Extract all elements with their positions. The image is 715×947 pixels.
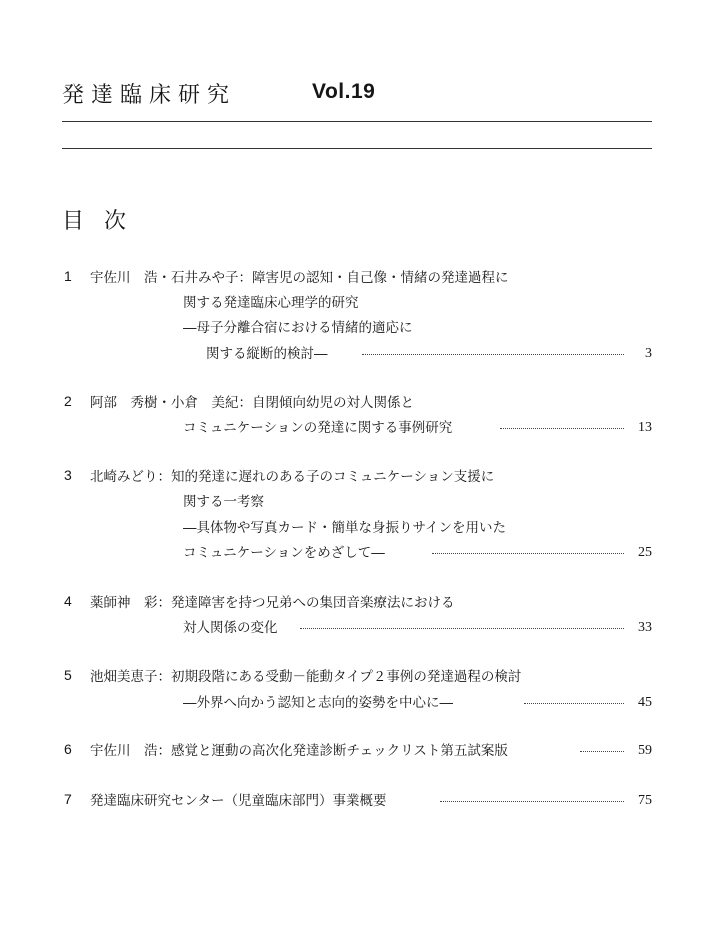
- page-number: 75: [638, 793, 652, 808]
- page-number: 25: [638, 545, 652, 560]
- entry-subtitle-line: コミュニケーションをめざして―: [183, 545, 385, 561]
- header-divider-bottom: [62, 148, 652, 149]
- journal-title: 発達臨床研究: [62, 83, 237, 108]
- page-number: 13: [638, 420, 652, 435]
- entry-subtitle-line: ―外界へ向かう認知と志向的姿勢を中心に―: [183, 695, 453, 711]
- page-number: 3: [645, 346, 652, 361]
- entry-subtitle-line: ―具体物や写真カード・簡単な身振りサインを用いた: [183, 520, 507, 536]
- entry-author-title: 阿部 秀樹・小倉 美紀：自閉傾向幼児の対人関係と: [90, 395, 414, 411]
- entry-title-line: コミュニケーションの発達に関する事例研究: [183, 420, 453, 436]
- entry-number: 3: [64, 467, 72, 483]
- page-number: 33: [638, 620, 652, 635]
- entry-number: 2: [64, 393, 72, 409]
- header-divider-top: [62, 121, 652, 122]
- entry-title-line: 対人関係の変化: [183, 620, 278, 636]
- dot-leader: [362, 354, 624, 355]
- entry-author-title: 発達臨床研究センター（児童臨床部門）事業概要: [90, 793, 387, 809]
- dot-leader: [432, 553, 624, 554]
- page-number: 59: [638, 743, 652, 758]
- dot-leader: [300, 628, 624, 629]
- entry-subtitle-line: ―母子分離合宿における情緒的適応に: [183, 320, 413, 336]
- entry-author-title: 池畑美恵子：初期段階にある受動－能動タイプ２事例の発達過程の検討: [90, 669, 522, 685]
- dot-leader: [440, 801, 624, 802]
- entry-number: 5: [64, 667, 72, 683]
- page-number: 45: [638, 695, 652, 710]
- entry-number: 7: [64, 791, 72, 807]
- entry-author-title: 宇佐川 浩：感覚と運動の高次化発達診断チェックリスト第五試案版: [90, 743, 508, 759]
- volume-label: Vol.19: [312, 80, 376, 103]
- entry-title-line: 関する一考察: [183, 494, 264, 510]
- entry-number: 6: [64, 741, 72, 757]
- entry-subtitle-line: 関する縦断的検討―: [206, 346, 328, 362]
- entry-author-title: 北崎みどり：知的発達に遅れのある子のコミュニケーション支援に: [90, 469, 495, 485]
- entry-author-title: 薬師神 彩：発達障害を持つ兄弟への集団音楽療法における: [90, 595, 455, 611]
- toc-heading: 目次: [62, 209, 147, 234]
- entry-title-line: 関する発達臨床心理学的研究: [183, 295, 359, 311]
- entry-number: 1: [64, 268, 72, 284]
- entry-number: 4: [64, 593, 72, 609]
- entry-author-title: 宇佐川 浩・石井みや子：障害児の認知・自己像・情緒の発達過程に: [90, 270, 509, 286]
